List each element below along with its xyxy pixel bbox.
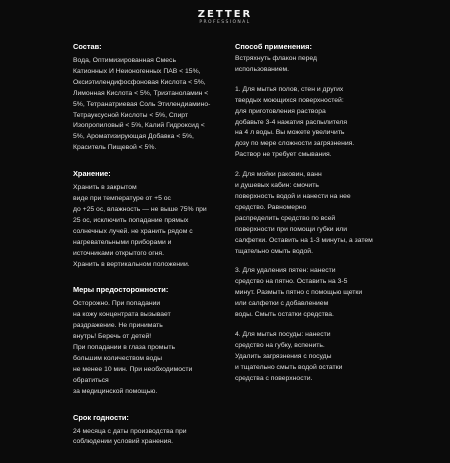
composition-section <box>73 42 223 154</box>
shelf-life-section <box>73 413 223 449</box>
usage-heading: Способ применения: <box>235 42 312 51</box>
composition-heading: Состав: <box>73 42 102 51</box>
usage-step-3: 3. Для удаления пятен: нанести средство на пятно. Оставить на 3-5 минут. Размыть пятно с помощью щетки или салфетки с добавлением воды. Смыть остатки средства. <box>235 267 363 319</box>
left-column <box>73 42 223 463</box>
composition-text: Вода, Оптимизированная Смесь Катионных И Неионогенных ПАВ < 15%, Оксиэтилендифосфоновая Кислота < 5%, Лимонная Кислота < 5%, Триэтаноламин < 5%, Тетранатриевая Соль Этилендиамино- Тетрауксусной Кислоты < 5%, Спирт Изопропиловый < 5%, Калий Гидроксид < 5%, Ароматизирующая Добавка < 5%, Краситель Пищевой < 5%. <box>73 57 211 152</box>
shelf-life-text: 24 месяца с даты производства при соблюдении условий хранения. <box>73 427 187 446</box>
shelf-life-heading: Срок годности: <box>73 412 129 422</box>
storage-section <box>73 169 223 270</box>
right-column <box>235 42 385 393</box>
brand-name: ZETTER <box>197 9 253 20</box>
storage-text: Хранить в закрытом виде при температуре от +5 ос до +25 ос, влажность — не выше 75% при 25 ос, исключить попадание прямых солнечных лучей. не хранить рядом с нагревательными приборами и источниками открытого огня. Хранить в вертикальном положении. <box>73 184 207 268</box>
usage-intro: Встряхнуть флакон перед использованием. <box>235 55 318 73</box>
usage-step-1: 1. Для мытья полов, стен и других твердых моющихся поверхностей: для приготовления раствора добавьте 3-4 нажатия распылителя на 4 л воды. Вы можете увеличить дозу по мере сложности загрязнения. Раствор не требует смывания. <box>235 85 355 159</box>
precautions-text: Осторожно. При попадании на кожу концентрата вызывает раздражение. Не принимать внутрь! Беречь от детей! При попадании в глаза промыть большим количеством воды не менее 10 мин. При необходимости обратиться за медицинской помощью. <box>73 300 193 395</box>
storage-heading: Хранение: <box>73 169 111 179</box>
usage-step-4: 4. Для мытья посуды: нанести средство на губку, вспенить. Удалить загрязнения с посуды и тщательно смыть водой остатки средства с поверхности. <box>235 330 343 382</box>
brand-logo <box>0 9 450 26</box>
precautions-section <box>73 285 223 397</box>
precautions-heading: Меры предосторожности: <box>73 285 169 295</box>
usage-step-2: 2. Для мойки раковин, ванн и душевых кабин: смочить поверхность водой и нанести на нее средство. Равномерно распределить средство по всей поверхности при помощи губки или салфетки. Оставить на 1-3 минуты, а затем тщательно смыть водой. <box>235 171 373 255</box>
brand-subtitle: PROFESSIONAL <box>199 20 251 25</box>
